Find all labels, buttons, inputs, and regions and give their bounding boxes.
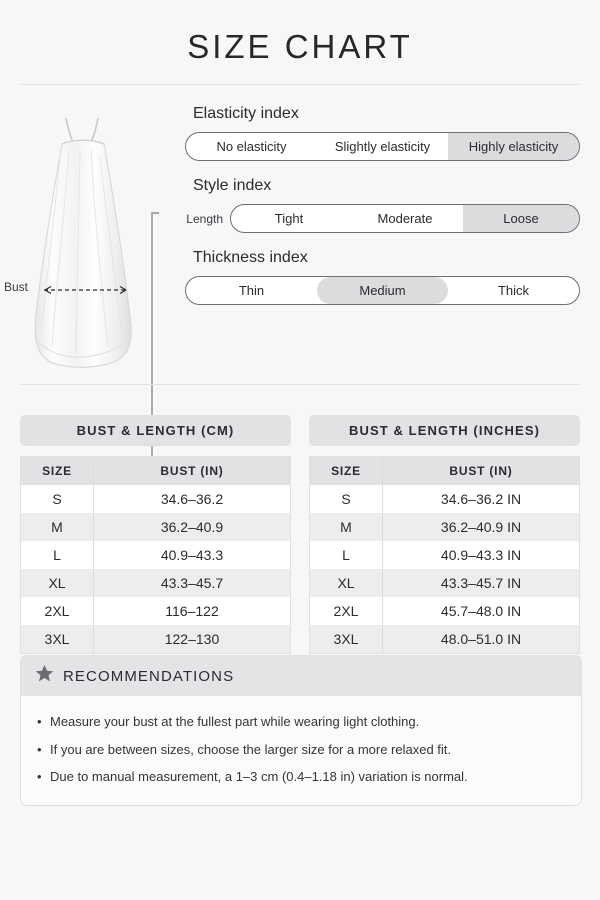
star-icon bbox=[35, 664, 54, 688]
cell-bust: 36.2–40.9 bbox=[94, 513, 291, 541]
garment-illustration bbox=[0, 100, 175, 380]
cell-size: L bbox=[21, 541, 94, 569]
bust-measure-arrow bbox=[38, 283, 133, 295]
recommendations-title: RECOMMENDATIONS bbox=[63, 667, 235, 685]
style-option-tight[interactable]: Tight bbox=[274, 211, 304, 226]
style-option-loose[interactable]: Loose bbox=[463, 205, 579, 232]
list-item: • Due to manual measurement, a 1–3 cm (0.4–1.18 in) variation is normal. bbox=[37, 763, 565, 791]
thickness-pill-group[interactable] bbox=[185, 276, 580, 305]
cell-size: 3XL bbox=[310, 625, 383, 654]
table-header-row bbox=[310, 457, 580, 486]
thickness-option-thin[interactable]: Thin bbox=[238, 283, 265, 298]
style-option-moderate[interactable]: Moderate bbox=[377, 211, 433, 226]
cm-col-size: SIZE bbox=[21, 457, 94, 486]
cell-bust: 36.2–40.9 IN bbox=[383, 513, 580, 541]
table-row bbox=[21, 485, 291, 513]
table-row bbox=[21, 541, 291, 569]
cm-table bbox=[20, 456, 291, 654]
table-row bbox=[310, 625, 580, 654]
cell-size: S bbox=[21, 485, 94, 513]
cell-bust: 45.7–48.0 IN bbox=[440, 603, 522, 619]
cell-size: 2XL bbox=[21, 597, 94, 625]
recommendations-panel bbox=[20, 655, 582, 806]
recommendations-header bbox=[21, 656, 581, 696]
cm-col-bust: BUST (IN) bbox=[94, 457, 291, 486]
bust-measure-label: Bust bbox=[4, 280, 29, 294]
thickness-option-thick[interactable]: Thick bbox=[497, 283, 530, 298]
section-divider bbox=[20, 384, 580, 385]
list-item: • Measure your bust at the fullest part while wearing light clothing. bbox=[37, 708, 565, 736]
in-col-size: SIZE bbox=[310, 457, 383, 486]
recommendations-list bbox=[21, 696, 581, 805]
table-row bbox=[310, 513, 580, 541]
table-row bbox=[310, 485, 580, 513]
style-index-block bbox=[185, 177, 580, 233]
cell-size: 2XL bbox=[310, 597, 383, 625]
size-table-cm bbox=[20, 415, 291, 654]
thickness-option-medium[interactable]: Medium bbox=[317, 277, 448, 304]
cell-bust: 116–122 bbox=[165, 603, 219, 619]
table-row bbox=[21, 625, 291, 654]
cell-size: S bbox=[310, 485, 383, 513]
elasticity-pill-row bbox=[185, 132, 580, 161]
cell-bust: 34.6–36.2 bbox=[160, 491, 224, 507]
table-header-row bbox=[21, 457, 291, 486]
table-row bbox=[310, 597, 580, 625]
thickness-index-title: Thickness index bbox=[193, 249, 308, 266]
in-col-bust: BUST (IN) bbox=[383, 457, 580, 486]
cell-bust: 48.0–51.0 IN bbox=[383, 625, 580, 654]
dress-image bbox=[22, 108, 142, 373]
index-sections bbox=[185, 105, 580, 321]
cell-size: M bbox=[21, 513, 94, 541]
table-row bbox=[310, 569, 580, 597]
thickness-index-block bbox=[185, 249, 580, 305]
size-table-inches bbox=[309, 415, 580, 654]
cell-size: XL bbox=[21, 569, 94, 597]
table-row bbox=[310, 541, 580, 569]
title-divider bbox=[20, 84, 580, 85]
cell-bust: 122–130 bbox=[94, 625, 291, 654]
cell-bust: 40.9–43.3 IN bbox=[440, 547, 522, 563]
elasticity-index-block bbox=[185, 105, 580, 161]
cell-bust: 43.3–45.7 bbox=[94, 569, 291, 597]
style-row-label: Length bbox=[186, 211, 223, 226]
style-pill-group[interactable] bbox=[230, 204, 580, 233]
elasticity-option-no[interactable]: No elasticity bbox=[216, 139, 287, 154]
inches-table bbox=[309, 456, 580, 654]
elasticity-index-title: Elasticity index bbox=[193, 105, 299, 122]
cell-bust: 43.3–45.7 IN bbox=[383, 569, 580, 597]
cell-bust: 34.6–36.2 IN bbox=[440, 491, 522, 507]
style-pill-row bbox=[185, 204, 580, 233]
cm-table-title: BUST & LENGTH (CM) bbox=[20, 415, 291, 446]
thickness-pill-row bbox=[185, 276, 580, 305]
cell-size: M bbox=[310, 513, 383, 541]
cell-size: 3XL bbox=[21, 625, 94, 654]
table-row bbox=[21, 569, 291, 597]
cell-bust: 40.9–43.3 bbox=[160, 547, 224, 563]
elasticity-option-slightly[interactable]: Slightly elasticity bbox=[334, 139, 431, 154]
size-tables bbox=[20, 415, 580, 654]
style-index-title: Style index bbox=[193, 177, 272, 194]
elasticity-option-highly[interactable]: Highly elasticity bbox=[448, 133, 579, 160]
table-row bbox=[21, 597, 291, 625]
elasticity-pill-group[interactable] bbox=[185, 132, 580, 161]
cell-size: XL bbox=[310, 569, 383, 597]
page-title: SIZE CHART bbox=[187, 28, 413, 65]
inches-table-title: BUST & LENGTH (INCHES) bbox=[309, 415, 580, 446]
list-item: • If you are between sizes, choose the larger size for a more relaxed fit. bbox=[37, 736, 565, 764]
table-row bbox=[21, 513, 291, 541]
cell-size: L bbox=[310, 541, 383, 569]
